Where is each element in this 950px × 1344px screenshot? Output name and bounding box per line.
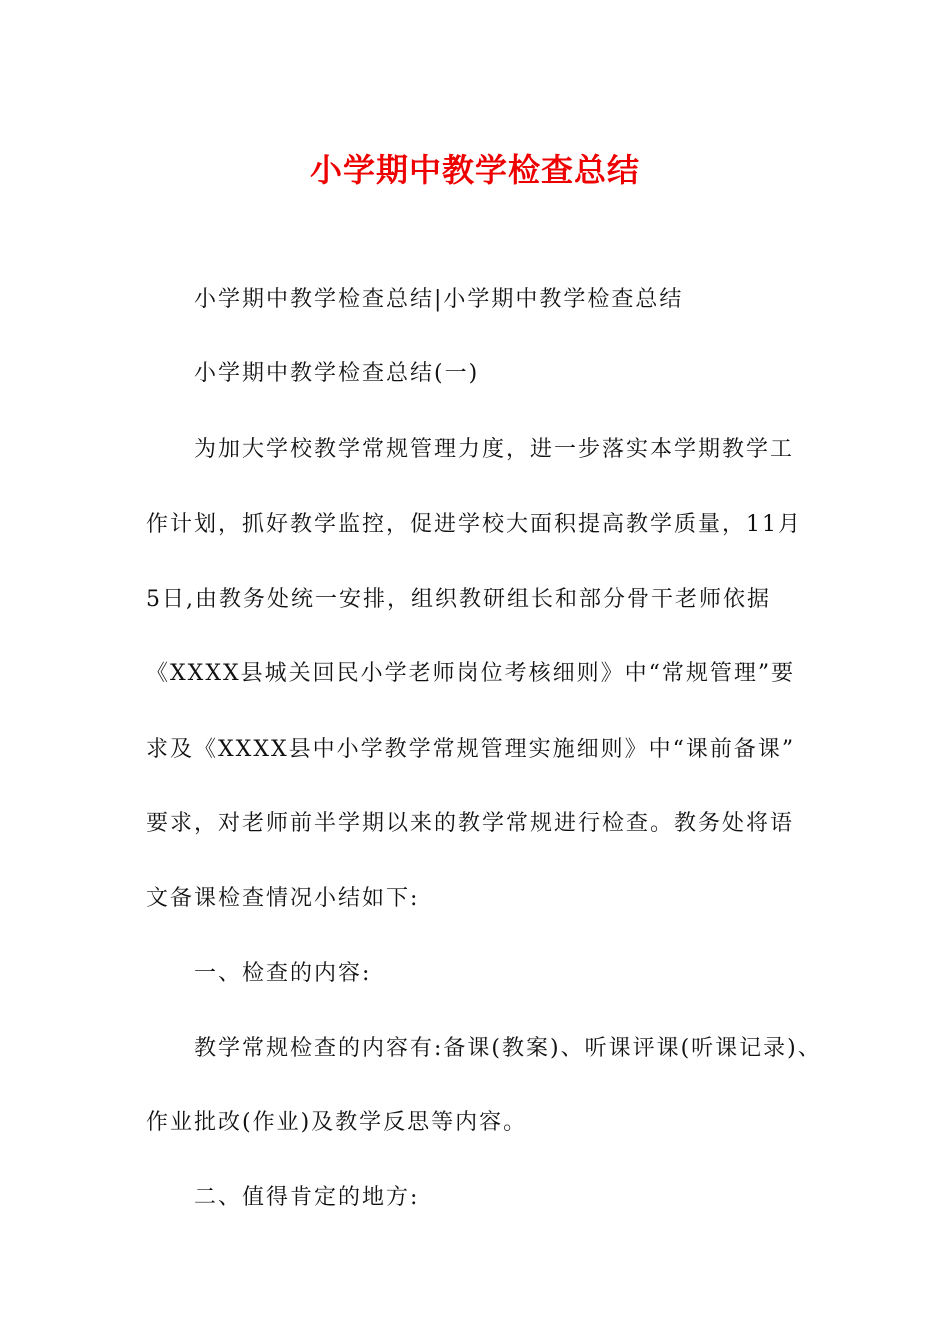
section-heading: 二、值得肯定的地方: [194, 1185, 420, 1210]
section-heading: 小学期中教学检查总结(一) [194, 361, 480, 386]
paragraph-line: 教学常规检查的内容有:备课(教案)、听课评课(听课记录)、 [194, 1036, 822, 1061]
paragraph-line: 文备课检查情况小结如下: [146, 886, 420, 911]
paragraph-line: 5日,由教务处统一安排，组织教研组长和部分骨干老师依据 [146, 587, 771, 612]
section-heading: 一、检查的内容: [194, 961, 372, 986]
paragraph-line: 作业批改(作业)及教学反思等内容。 [146, 1110, 528, 1135]
paragraph-line: 作计划，抓好教学监控，促进学校大面积提高教学质量，11月 [146, 512, 802, 537]
subtitle-line: 小学期中教学检查总结|小学期中教学检查总结 [194, 287, 684, 312]
document-title: 小学期中教学检查总结 [309, 151, 640, 189]
paragraph-line: 要求，对老师前半学期以来的教学常规进行检查。教务处将语 [146, 811, 795, 836]
paragraph-line: 为加大学校教学常规管理力度，进一步落实本学期教学工 [194, 437, 795, 462]
paragraph-line: 求及《XXXX县中小学教学常规管理实施细则》中“课前备课” [146, 737, 796, 762]
paragraph-line: 《XXXX县城关回民小学老师岗位考核细则》中“常规管理”要 [146, 661, 796, 686]
